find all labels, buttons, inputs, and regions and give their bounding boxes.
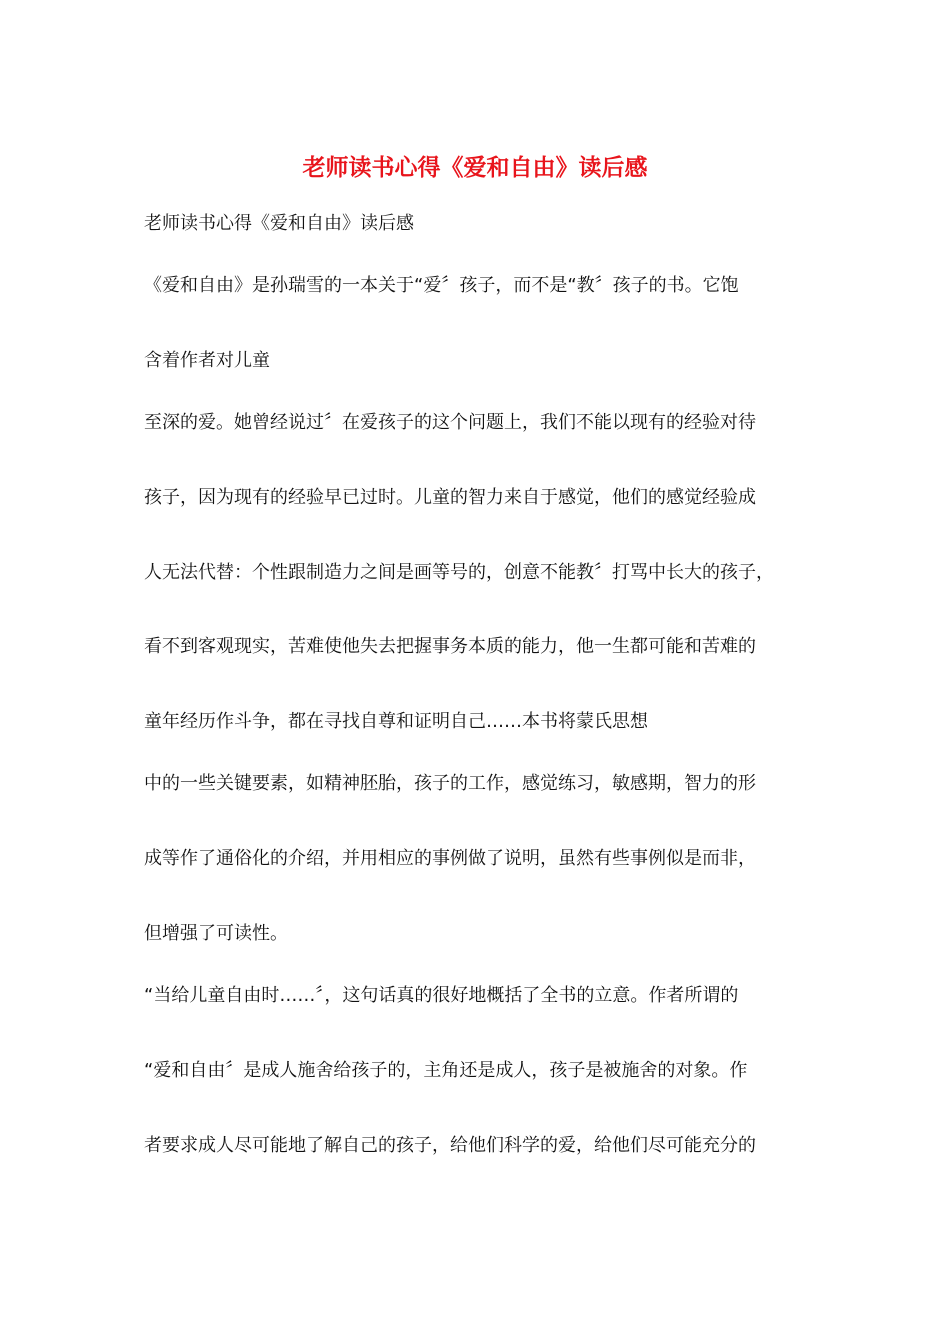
text-line: 看不到客观现实，苦难使他失去把握事务本质的能力，他一生都可能和苦难的: [144, 636, 756, 657]
text-line: 者要求成人尽可能地了解自己的孩子，给他们科学的爱，给他们尽可能充分的: [144, 1135, 756, 1156]
text-line: “当给儿童自由时……〞，这句话真的很好地概括了全书的立意。作者所谓的: [144, 985, 739, 1006]
document-title: 老师读书心得《爱和自由》读后感: [302, 154, 648, 181]
text-line: 含着作者对儿童: [144, 350, 270, 371]
text-line: 《爱和自由》是孙瑞雪的一本关于“爱〞孩子，而不是“教〞孩子的书。它饱: [144, 275, 739, 296]
text-line-subtitle: 老师读书心得《爱和自由》读后感: [144, 213, 414, 234]
text-line: 中的一些关键要素，如精神胚胎，孩子的工作，感觉练习，敏感期，智力的形: [144, 773, 756, 794]
text-line: 人无法代替：个性跟制造力之间是画等号的，创意不能教〞打骂中长大的孩子，: [144, 562, 774, 583]
text-line: “爱和自由〞是成人施舍给孩子的，主角还是成人，孩子是被施舍的对象。作: [144, 1060, 748, 1081]
text-line: 至深的爱。她曾经说过〞在爱孩子的这个问题上，我们不能以现有的经验对待: [144, 412, 756, 433]
text-line: 成等作了通俗化的介绍，并用相应的事例做了说明，虽然有些事例似是而非，: [144, 848, 756, 869]
text-line: 但增强了可读性。: [144, 923, 288, 944]
text-line: 孩子，因为现有的经验早已过时。儿童的智力来自于感觉，他们的感觉经验成: [144, 487, 756, 508]
text-line: 童年经历作斗争，都在寻找自尊和证明自己……本书将蒙氏思想: [144, 711, 648, 732]
